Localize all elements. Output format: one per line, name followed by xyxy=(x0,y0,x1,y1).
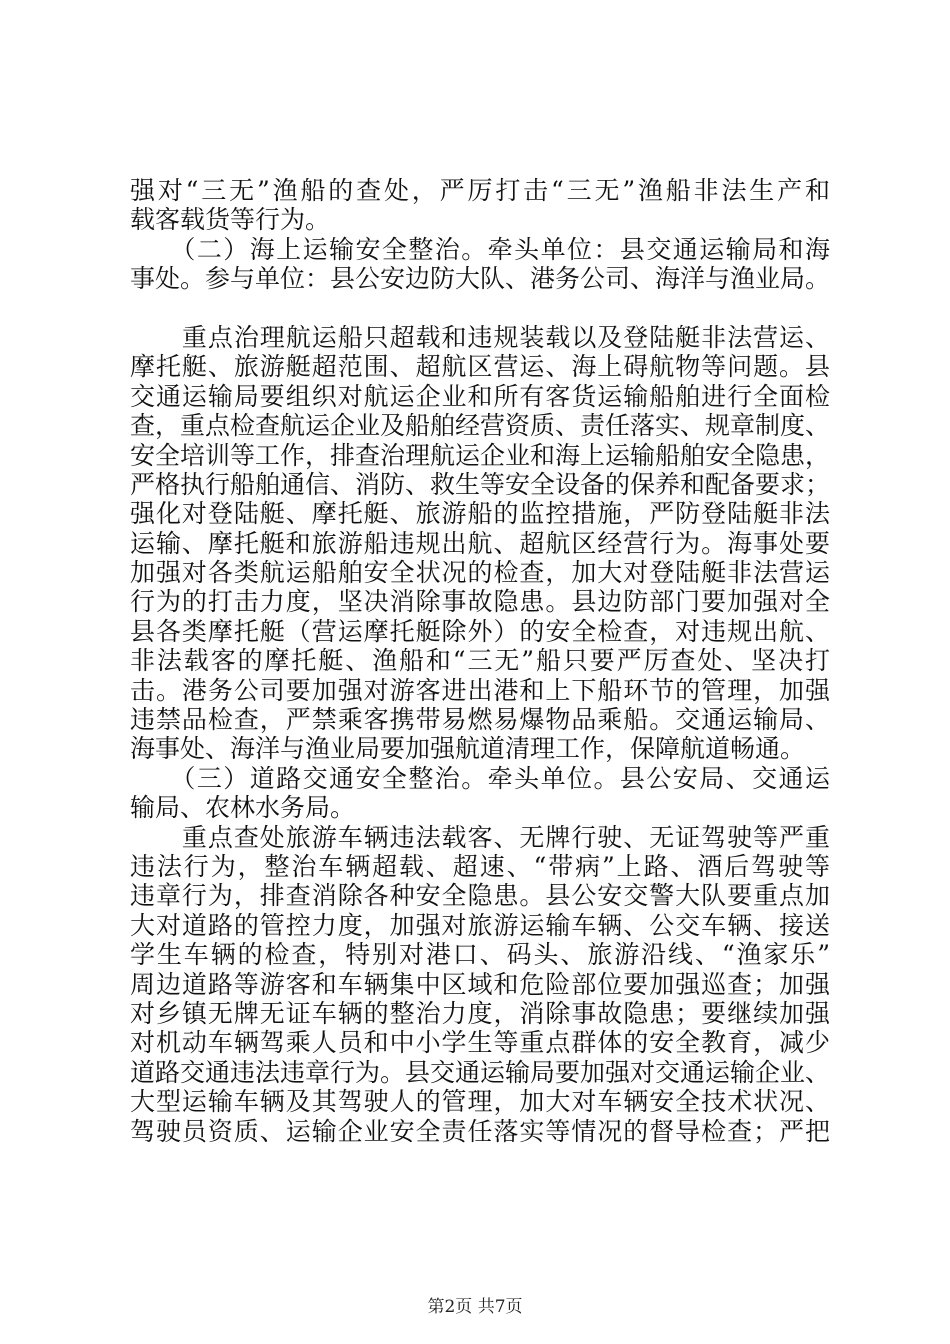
text-line: 海事处、海洋与渔业局要加强航道清理工作，保障航道畅通。 xyxy=(130,734,806,764)
section-heading-line: （二）海上运输安全整治。牵头单位：县交通运输局和海 xyxy=(130,234,830,264)
text-line: 交通运输局要组织对航运企业和所有客货运输船舶进行全面检 xyxy=(130,381,830,411)
text-line: 重点治理航运船只超载和违规装载以及登陆艇非法营运、 xyxy=(130,322,830,352)
text-line: 载客载货等行为。 xyxy=(130,205,331,235)
text-line: 对乡镇无牌无证车辆的整治力度，消除事故隐患；要继续加强 xyxy=(130,998,830,1028)
section-heading-line: （三）道路交通安全整治。牵头单位。县公安局、交通运 xyxy=(130,763,830,793)
text-line: 行为的打击力度，坚决消除事故隐患。县边防部门要加强对全 xyxy=(130,587,830,617)
text-line: 学生车辆的检查，特别对港口、码头、旅游沿线、“渔家乐” xyxy=(130,940,830,970)
text-line: 运输、摩托艇和旅游船违规出航、超航区经营行为。海事处要 xyxy=(130,528,830,558)
section-heading-line: 输局、农林水务局。 xyxy=(130,793,356,823)
section-heading-line: 事处。参与单位：县公安边防大队、港务公司、海洋与渔业局。 xyxy=(130,264,831,294)
text-line: 对机动车辆驾乘人员和中小学生等重点群体的安全教育，减少 xyxy=(130,1028,830,1058)
text-line: 重点查处旅游车辆违法载客、无牌行驶、无证驾驶等严重 xyxy=(130,822,830,852)
text-line: 非法载客的摩托艇、渔船和“三无”船只要严厉查处、坚决打 xyxy=(130,646,830,676)
text-line: 大对道路的管控力度，加强对旅游运输车辆、公交车辆、接送 xyxy=(130,910,830,940)
text-line: 县各类摩托艇（营运摩托艇除外）的安全检查，对违规出航、 xyxy=(130,616,830,646)
document-body xyxy=(130,176,830,1146)
text-line: 安全培训等工作，排查治理航运企业和海上运输船舶安全隐患， xyxy=(130,440,831,470)
text-line: 强对“三无”渔船的查处，严厉打击“三无”渔船非法生产和 xyxy=(130,176,830,205)
text-line: 摩托艇、旅游艇超范围、超航区营运、海上碍航物等问题。县 xyxy=(130,352,830,382)
text-line: 击。港务公司要加强对游客进出港和上下船环节的管理，加强 xyxy=(130,675,830,705)
text-line: 强化对登陆艇、摩托艇、旅游船的监控措施，严防登陆艇非法 xyxy=(130,499,830,529)
text-line: 周边道路等游客和车辆集中区域和危险部位要加强巡查；加强 xyxy=(130,969,830,999)
text-line: 违禁品检查，严禁乘客携带易燃易爆物品乘船。交通运输局、 xyxy=(130,705,830,735)
text-line: 大型运输车辆及其驾驶人的管理，加大对车辆安全技术状况、 xyxy=(130,1087,830,1117)
text-line: 违法行为，整治车辆超载、超速、“带病”上路、酒后驾驶等 xyxy=(130,851,830,881)
page-number-footer: 第2页 共7页 xyxy=(427,1297,523,1317)
text-line: 驾驶员资质、运输企业安全责任落实等情况的督导检查；严把 xyxy=(130,1116,830,1146)
text-line: 加强对各类航运船舶安全状况的检查，加大对登陆艇非法营运 xyxy=(130,558,830,588)
text-line: 查，重点检查航运企业及船舶经营资质、责任落实、规章制度、 xyxy=(130,411,831,441)
text-line: 违章行为，排查消除各种安全隐患。县公安交警大队要重点加 xyxy=(130,881,830,911)
text-line: 严格执行船舶通信、消防、救生等安全设备的保养和配备要求； xyxy=(130,469,831,499)
text-line: 道路交通违法违章行为。县交通运输局要加强对交通运输企业、 xyxy=(130,1057,831,1087)
